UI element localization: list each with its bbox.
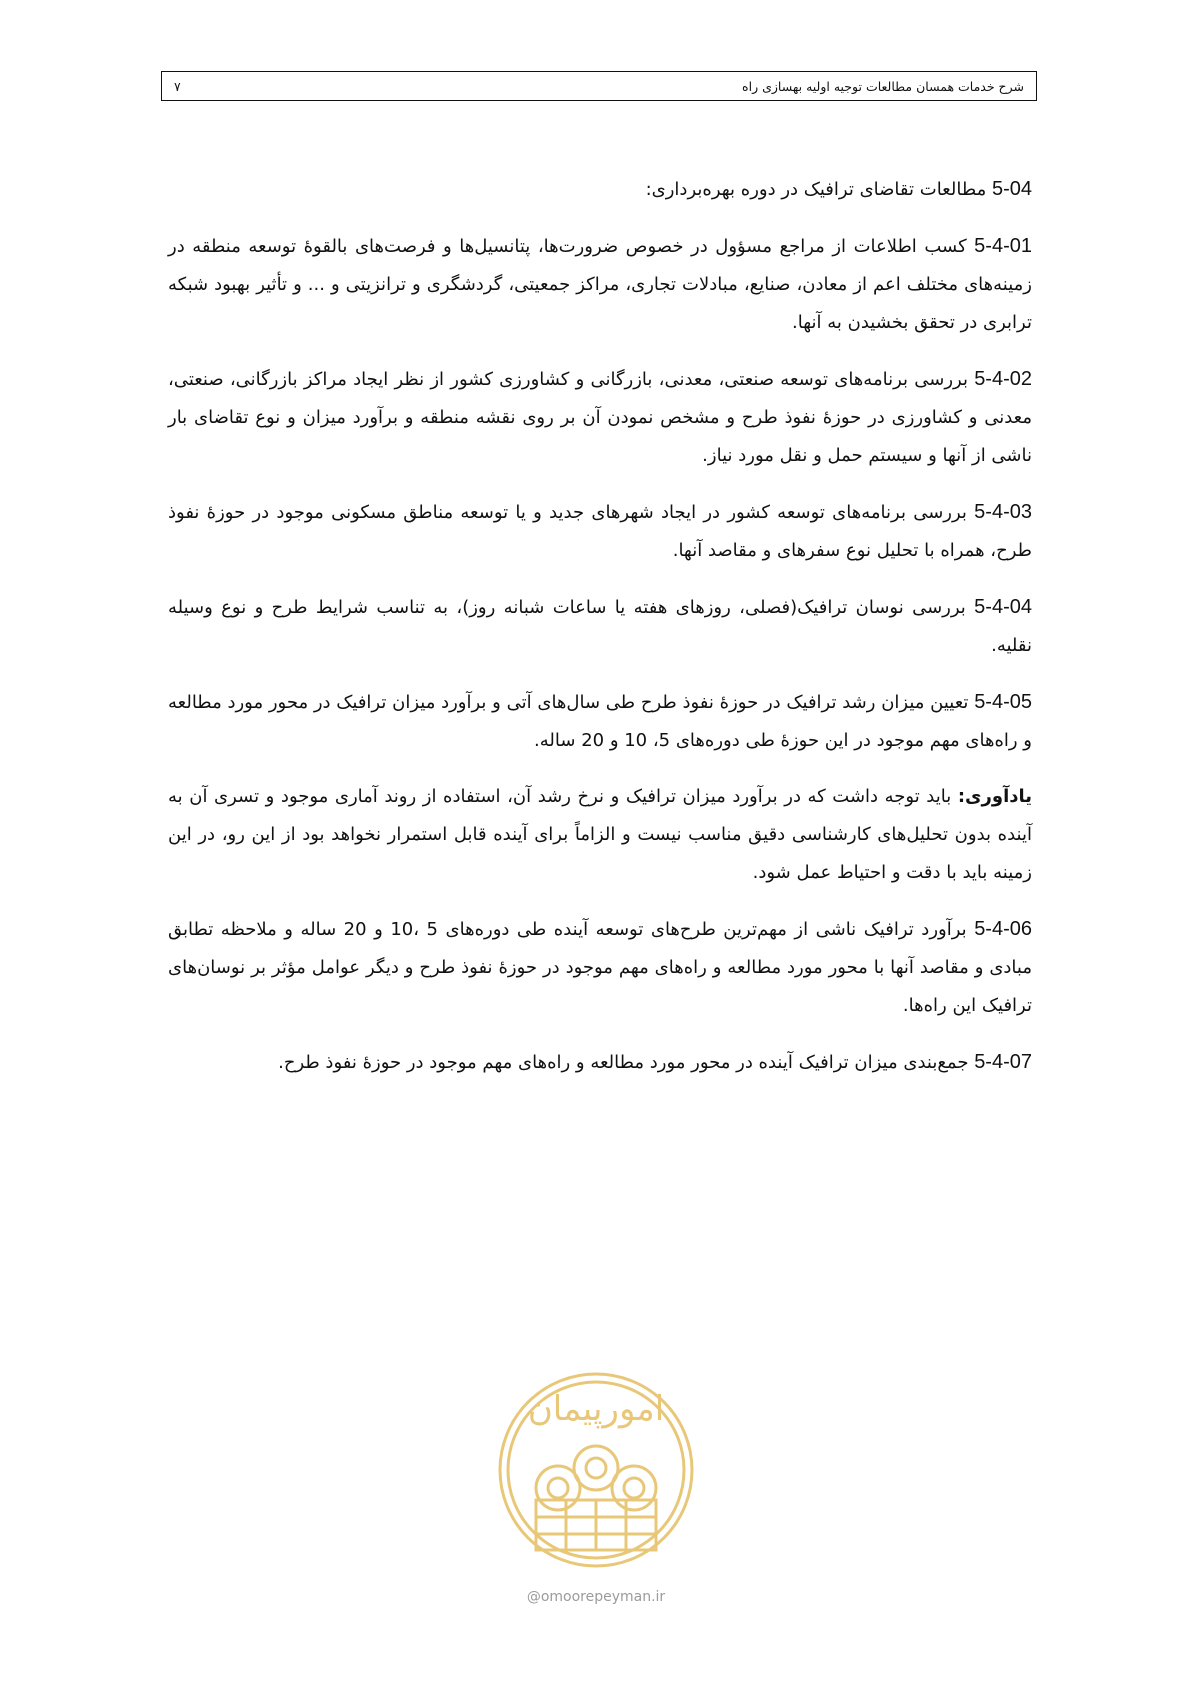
- section-number: 5-04: [991, 178, 1032, 200]
- list-item: [168, 493, 1032, 570]
- watermark-logo-text: امورپیمان: [527, 1389, 665, 1429]
- item-text: بررسی نوسان ترافیک(فصلی، روزهای هفته یا ساعات شبانه روز)، به تناسب شرایط طرح و نوع وسیله نقلیه.: [168, 597, 1032, 656]
- note-text: باید توجه داشت که در برآورد میزان ترافیک و نرخ رشد آن، استفاده از روند آماری موجود و تسری آن به آینده بدون تحلیل‌های کارشناسی دقیق مناسب نیست و الزاماً برای آینده قابل استمرار نخواهد بود از این رو، در این زمینه باید با دقت و احتیاط عمل شود.: [168, 786, 1032, 883]
- item-text: بررسی برنامه‌های توسعه کشور در ایجاد شهرهای جدید و یا توسعه مناطق مسکونی موجود در حوزهٔ نفوذ طرح، همراه با تحلیل نوع سفرهای و مقاصد آنها.: [168, 502, 1032, 561]
- header-title: شرح خدمات همسان مطالعات توجیه اولیه بهسازی راه: [742, 78, 1024, 94]
- list-item: [168, 227, 1032, 342]
- item-number: 5-4-04: [974, 596, 1032, 618]
- watermark-logo: [496, 1350, 696, 1590]
- document-body: [168, 170, 1032, 1100]
- note-label: یادآوری:: [957, 786, 1032, 807]
- item-text: کسب اطلاعات از مراجع مسؤول در خصوص ضرورت‌ها، پتانسیل‌ها و فرصت‌های بالقوهٔ توسعه منطقه در زمینه‌های مختلف اعم از معادن، صنایع، مبادلات تجاری، مراکز جمعیتی، گردشگری و ترانزیتی و ... و تأثیر بهبود شبکه ترابری در تحقق بخشیدن به آنها.: [168, 236, 1032, 333]
- list-item: [168, 1043, 1032, 1082]
- item-number: 5-4-05: [974, 691, 1032, 713]
- list-item: [168, 910, 1032, 1025]
- item-number: 5-4-01: [974, 235, 1032, 257]
- section-title: مطالعات تقاضای ترافیک در دوره بهره‌برداری:: [645, 179, 987, 200]
- list-item: [168, 360, 1032, 475]
- page-number: ۷: [174, 78, 181, 94]
- item-number: 5-4-03: [974, 501, 1032, 523]
- item-number: 5-4-02: [974, 368, 1032, 390]
- item-text: جمع‌بندی میزان ترافیک آینده در محور مورد مطالعه و راه‌های مهم موجود در حوزهٔ نفوذ طرح.: [278, 1052, 969, 1073]
- item-text: برآورد ترافیک ناشی از مهم‌ترین طرح‌های توسعه آینده طی دوره‌های 5 ،10 و 20 ساله و ملاحظه تطابق مبادی و مقاصد آنها با محور مورد مطالعه و راه‌های مهم موجود در حوزهٔ نفوذ طرح و دیگر عوامل مؤثر بر نوسان‌های ترافیک این راه‌ها.: [168, 919, 1032, 1016]
- item-text: تعیین میزان رشد ترافیک در حوزهٔ نفوذ طرح طی سال‌های آتی و برآورد میزان ترافیک در محور مورد مطالعه و راه‌های مهم موجود در این حوزهٔ طی دوره‌های 5، 10 و 20 ساله.: [168, 692, 1032, 751]
- watermark-url: @omoorepeyman.ir: [526, 1589, 666, 1605]
- note-paragraph: [168, 778, 1032, 892]
- section-heading: [168, 170, 1032, 209]
- item-number: 5-4-07: [974, 1051, 1032, 1073]
- page-header: [161, 71, 1037, 101]
- list-item: [168, 588, 1032, 665]
- item-number: 5-4-06: [974, 918, 1032, 940]
- list-item: [168, 683, 1032, 760]
- item-text: بررسی برنامه‌های توسعه صنعتی، معدنی، بازرگانی و کشاورزی کشور از نظر ایجاد مراکز بازرگانی، صنعتی، معدنی و کشاورزی در حوزهٔ نفوذ طرح و مشخص نمودن آن بر روی نقشه منطقه و برآورد میزان و نوع تقاضای بار ناشی از آنها و سیستم حمل و نقل مورد نیاز.: [168, 369, 1032, 466]
